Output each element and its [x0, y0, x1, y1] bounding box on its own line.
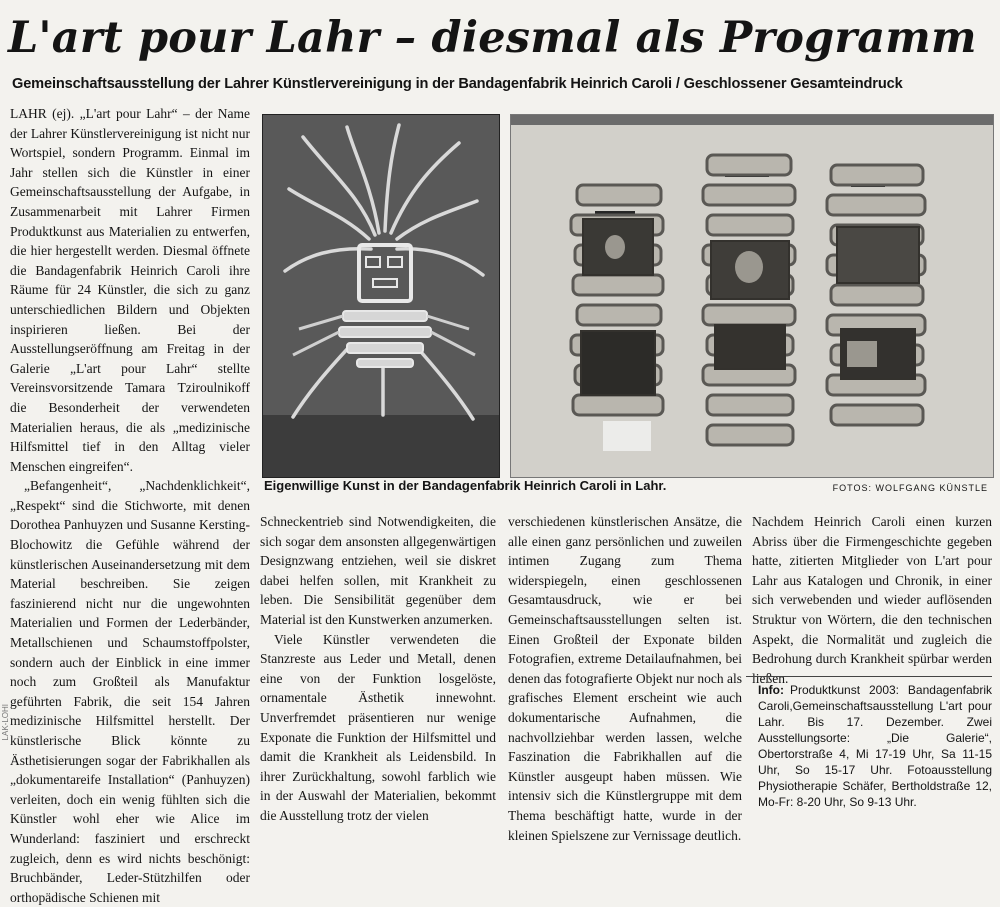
article-subhead: Gemeinschaftsausstellung der Lahrer Künstlervereinigung in der Bandagenfabrik Heinrich Caroli / Geschlossener Gesamteindruck [12, 76, 903, 92]
info-divider [746, 676, 992, 677]
paragraph: Viele Künstler verwendeten die Stanzreste aus Leder und Metall, denen eine von der Funktion losgelöste, ornamentale Ästhetik innewohnt. Unverfremdet präsentieren nur wenige Exponate die Funktion der Hilfsmittel und damit die Krankheit als Leidensbild. In ihrer Zurückhaltung, sowohl farblich wie in der Auswahl der Materialien, bekommt die Ausstellung trotz der vielen [260, 631, 496, 823]
page-edge-mark: LAK-LOHI [1, 704, 10, 741]
paragraph: Nachdem Heinrich Caroli einen kurzen Abriss über die Firmengeschichte gegeben hatte, zitierten Mitglieder von L'art pour Lahr aus Katalogen und Chronik, in einer sich verwebenden und wieder auflösenden Struktur von Wörtern, die den technischen Aspekt, die Normalität und zugleich die Bedrohung durch Krankheit spürbar werden ließen. [752, 514, 992, 686]
info-text: Produktkunst 2003: Bandagenfabrik Caroli,Gemeinschaftsausstellung L'art pour Lahr. Bis 17. Dezember. Zwei Ausstellungsorte: „Die Galerie“, Obertorstraße 4, Mi 17-19 Uhr, Sa 11-15 Uhr, So 15-17 Uhr. Fotoausstellung Physiotherapie Schäfer, Bertholdstraße 12, Mo-Fr: 8-20 Uhr, So 9-13 Uhr. [758, 683, 992, 809]
paragraph: „Befangenheit“, „Nachdenklichkeit“, „Respekt“ sind die Stichworte, mit denen Dorothea Panhuyzen und Susanne Kersting-Blochowitz die Gefühle während der künstlerischen Auseinandersetzung mit dem Material beschreiben. Sie zeigen faszinierend nicht nur die ungewohnten Materialien und Formen der Lederbänder, Metallschienen und Schaumstoffpolster, sondern auch der Einblick in eine immer noch zum Großteil als Manufaktur geführten Fabrik, die seit 154 Jahren medizinische Hilfsmittel herstellt. Der künstlerische Blick könnte zu Ästhetisierungen sogar der Fabrikhallen als „dokumentareife Installation“ (Panhuyzen) verleiten, doch ein wenig fühlten sich die Künstler wohl eher wie Alice im Wunderland: fasziniert und erschreckt zugleich, denn es wird nichts beschönigt: Bruchbänder, Leder-Stützhilfen oder orthopädische Schienen mit [10, 478, 250, 905]
article-column-1 [10, 104, 250, 907]
info-box [758, 682, 992, 810]
info-label: Info: [758, 683, 784, 697]
article-figure [258, 104, 996, 504]
article-headline: L'art pour Lahr – diesmal als Programm [8, 13, 977, 63]
article-column-3 [508, 512, 742, 845]
photo-credit: FOTOS: WOLFGANG KÜNSTLE [832, 483, 988, 493]
sculpture-photo [262, 114, 500, 478]
article-column-4 [752, 512, 992, 688]
paragraph: LAHR (ej). „L'art pour Lahr“ – der Name der Lahrer Künstlervereinigung ist nicht nur Wortspiel, sondern Programm. Einmal im Jahr stellen sich die Künstler in einer Gemeinschaftsausstellung der Aufgabe, in Zusammenarbeit mit Lahrer Firmen Produktkunst aus Materialien zu entwerfen, die hier hergestellt werden. Diesmal öffnete die Bandagenfabrik Heinrich Caroli ihre Räume für 24 Künstler, die sich zu ganz unterschiedlichen Bildern und Objekten inspirieren ließen. Bei der Ausstellungseröffnung am Freitag in der Galerie „L'art pour Lahr“ stellte Vereinsvorsitzende Tamara Tziroulnikoff die Besonderheit der verwendeten Materialien heraus, die als „medizinische Hilfsmittel tief in den Alltag vieler Menschen eingreifen“. [10, 106, 250, 474]
paragraph: Schneckentrieb sind Notwendigkeiten, die sich sogar dem ansonsten allgegenwärtigen Designzwang entziehen, weil sie diskret dabei helfen sollen, mit Krankheit zu leben. Die Sensibilität gegenüber dem Material ist den Kunstwerken anzumerken. [260, 514, 496, 627]
photo-caption: Eigenwillige Kunst in der Bandagenfabrik Heinrich Caroli in Lahr. [264, 478, 667, 493]
exhibition-photo [510, 114, 994, 478]
paragraph: verschiedenen künstlerischen Ansätze, die alle einen ganz persönlichen und zuweilen intimen Zugang zum Thema widerspiegeln, einen geschlossenen Gesamtausdruck, wie er bei Gemeinschaftsausstellungen selten ist. Einen Großteil der Exponate bilden Fotografien, extreme Detailaufnahmen, bei denen das fotografierte Objekt nur noch als grafisches Element erscheint wie auch dokumentarische Aufnahmen, die nachvollziehbar werden lassen, welche Faszination die Fabrikhallen auf die Künstler ausgeupt haben müssen. Wie intensiv sich die Künstlergruppe mit dem Thema beschäftigt hatte, wurde in der kleinen Spielszene zur Vernissage deutlich. [508, 514, 742, 843]
article-column-2 [260, 512, 496, 826]
